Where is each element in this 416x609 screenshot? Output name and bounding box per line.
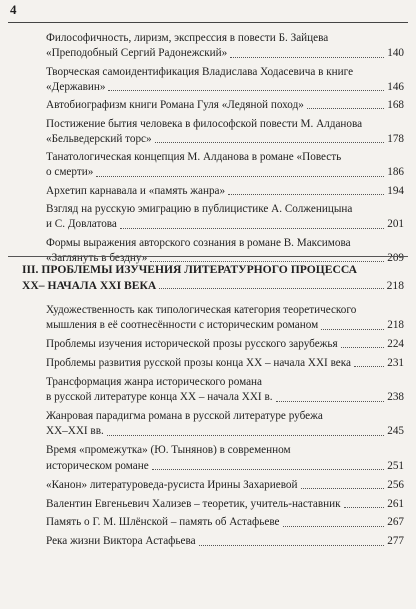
dot-leader	[152, 469, 384, 470]
dot-leader	[301, 488, 385, 489]
dot-leader	[344, 507, 385, 508]
toc-entry-page: 201	[387, 218, 404, 231]
toc-entry-line: Постижение бытия человека в философской повести М. Алданова	[46, 117, 363, 130]
toc-entry-title: Память о Г. М. Шлёнской – память об Астафьеве	[46, 516, 280, 529]
toc-entry[interactable]	[46, 478, 404, 493]
dot-leader	[108, 90, 384, 91]
toc-entry-line: Формы выражения авторского сознания в романе В. Максимова	[46, 236, 351, 249]
toc-entry[interactable]	[46, 31, 404, 62]
toc-entry-page: 146	[387, 80, 404, 93]
toc-entry-page: 277	[387, 535, 404, 548]
dot-leader	[155, 142, 385, 143]
section-rule	[8, 256, 408, 257]
toc-entry-page: 251	[387, 459, 404, 472]
toc-entry-page: 218	[387, 319, 404, 332]
toc-entry[interactable]	[46, 65, 404, 96]
dot-leader	[96, 176, 384, 177]
toc-entry-title: «Заглянуть в бездну»	[46, 251, 148, 264]
toc-entry-page: 256	[387, 478, 404, 491]
toc-entry-line: Жанровая парадигма романа в русской литературе рубежа	[46, 410, 323, 423]
toc-entry-title: о смерти»	[46, 166, 94, 179]
toc-entry-line: Художественность как типологическая категория теоретического	[46, 304, 357, 316]
toc-entry-page: 209	[387, 251, 404, 264]
header-rule	[8, 22, 408, 23]
toc-entry-title: мышления в её соотнесённости с историческим романом	[46, 319, 319, 332]
dot-leader	[354, 366, 384, 367]
toc-entry-page: 261	[387, 497, 404, 510]
toc-entry-page: 245	[387, 425, 404, 438]
dot-leader	[307, 108, 384, 109]
toc-entry-page: 238	[387, 391, 404, 404]
toc-entry-title: Проблемы изучения исторической прозы русского зарубежья	[46, 338, 338, 351]
toc-entry-page: 186	[387, 166, 404, 179]
toc-entry-title: Автобиографизм книги Романа Гуля «Ледяной поход»	[46, 99, 304, 112]
dot-leader	[341, 347, 385, 348]
section-title-line-1: III. ПРОБЛЕМЫ ИЗУЧЕНИЯ ЛИТЕРАТУРНОГО ПРОЦЕССА	[22, 263, 358, 276]
dot-leader	[159, 288, 383, 289]
toc-entry-line: Философичность, лиризм, экспрессия в повести Б. Зайцева	[46, 32, 329, 44]
toc-entry-line: Танатологическая концепция М. Алданова в романе «Повесть	[46, 151, 342, 164]
toc-entry-title: «Державин»	[46, 80, 106, 93]
section-title-line-2: XX– НАЧАЛА XXI ВЕКА	[22, 278, 157, 292]
toc-entry-page: 194	[387, 184, 404, 197]
toc-entry-title: Архетип карнавала и «память жанра»	[46, 184, 226, 197]
toc-entry[interactable]	[46, 534, 404, 549]
toc-entry-line: Трансформация жанра исторического романа	[46, 376, 263, 388]
toc-entry-title: в русской литературе конца XX – начала XXI в.	[46, 391, 273, 404]
toc-entry-line: Творческая самоидентификация Владислава Ходасевича в книге	[46, 65, 354, 78]
toc-entry-page: 140	[387, 47, 404, 60]
toc-entry-page: 231	[387, 357, 404, 370]
section-heading	[22, 262, 404, 293]
toc-entry[interactable]	[46, 303, 404, 334]
section-page: 218	[386, 278, 404, 292]
dot-leader	[228, 194, 384, 195]
toc-entry-page: 267	[387, 516, 404, 529]
toc-entry[interactable]	[46, 443, 404, 474]
toc-entry[interactable]	[46, 337, 404, 352]
toc-entry[interactable]	[46, 497, 404, 512]
toc-entry-title: Река жизни Виктора Астафьева	[46, 535, 196, 548]
toc-entry[interactable]	[46, 375, 404, 406]
toc-entry-title: и С. Довлатова	[46, 218, 117, 231]
toc-entry-page: 224	[387, 338, 404, 351]
toc-entry[interactable]	[46, 409, 404, 440]
dot-leader	[120, 228, 384, 229]
page-number: 4	[10, 2, 17, 17]
toc-entry-title: Проблемы развития русской прозы конца XX – начала XXI века	[46, 357, 351, 370]
toc-entry-title: «Бельведерский торс»	[46, 132, 152, 145]
dot-leader	[199, 545, 385, 546]
toc-entry-title: «Канон» литературоведа-русиста Ирины Захариевой	[46, 478, 298, 491]
toc-entry-page: 168	[387, 99, 404, 112]
dot-leader	[230, 57, 384, 58]
toc-entry[interactable]	[46, 117, 404, 148]
dot-leader	[276, 401, 385, 402]
toc-entry[interactable]	[46, 184, 404, 199]
dot-leader	[107, 435, 384, 436]
toc-entry-page: 178	[387, 132, 404, 145]
dot-leader	[283, 526, 385, 527]
toc-entry[interactable]	[46, 515, 404, 530]
toc-entry[interactable]	[46, 98, 404, 113]
toc-entry-line: Взгляд на русскую эмиграцию в публицистике А. Солженицына	[46, 203, 353, 215]
toc-entry-line: Время «промежутка» (Ю. Тынянов) в современном	[46, 444, 291, 457]
toc-entry[interactable]	[46, 202, 404, 233]
toc-entry[interactable]	[46, 356, 404, 371]
toc-entry-title: XX–XXI вв.	[46, 425, 104, 438]
toc-entry-title: «Преподобный Сергий Радонежский»	[46, 47, 228, 60]
dot-leader	[321, 329, 384, 330]
toc-entry[interactable]	[46, 150, 404, 181]
toc-entry-title: историческом романе	[46, 459, 149, 472]
toc-entry-title: Валентин Евгеньевич Хализев – теоретик, учитель-наставник	[46, 497, 341, 510]
